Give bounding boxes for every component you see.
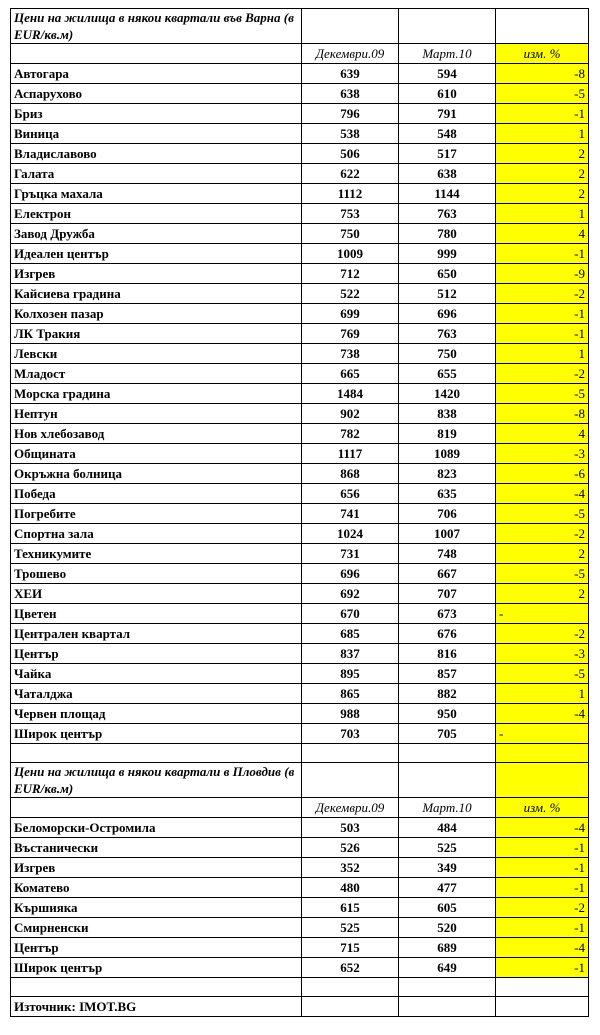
neighborhood-name: Беломорски-Остромила [11, 818, 302, 838]
price-dec: 525 [302, 918, 399, 938]
varna-col-mar: Март.10 [399, 44, 496, 64]
neighborhood-name: Погребите [11, 504, 302, 524]
varna-title: Цени на жилища в някои квартали във Варна (в EUR/кв.м) [11, 9, 302, 44]
price-dec: 1484 [302, 384, 399, 404]
price-table [10, 8, 589, 1017]
varna-col-dec: Декември.09 [302, 44, 399, 64]
price-change: 4 [496, 424, 589, 444]
price-mar: 999 [399, 244, 496, 264]
price-dec: 769 [302, 324, 399, 344]
neighborhood-name: Левски [11, 344, 302, 364]
table-row [11, 484, 589, 504]
price-change: -2 [496, 364, 589, 384]
price-change: -2 [496, 284, 589, 304]
neighborhood-name: Смирненски [11, 918, 302, 938]
price-dec: 703 [302, 724, 399, 744]
empty-cell [496, 763, 589, 798]
price-dec: 1024 [302, 524, 399, 544]
price-dec: 638 [302, 84, 399, 104]
neighborhood-name: Център [11, 938, 302, 958]
table-row [11, 524, 589, 544]
price-mar: 838 [399, 404, 496, 424]
neighborhood-name: Галата [11, 164, 302, 184]
price-change: -4 [496, 938, 589, 958]
table-row [11, 664, 589, 684]
price-mar: 857 [399, 664, 496, 684]
price-dec: 615 [302, 898, 399, 918]
price-change: -9 [496, 264, 589, 284]
price-dec: 506 [302, 144, 399, 164]
table-row [11, 838, 589, 858]
empty-cell [399, 997, 496, 1017]
price-mar: 548 [399, 124, 496, 144]
price-dec: 902 [302, 404, 399, 424]
price-dec: 699 [302, 304, 399, 324]
source-note: Източник: IMOT.BG [11, 997, 302, 1017]
price-mar: 707 [399, 584, 496, 604]
price-mar: 763 [399, 324, 496, 344]
price-mar: 780 [399, 224, 496, 244]
neighborhood-name: Нов хлебозавод [11, 424, 302, 444]
neighborhood-name: Автогара [11, 64, 302, 84]
varna-col-chg: изм. % [496, 44, 589, 64]
price-dec: 782 [302, 424, 399, 444]
price-mar: 816 [399, 644, 496, 664]
price-change: -2 [496, 624, 589, 644]
price-change: 2 [496, 144, 589, 164]
neighborhood-name: Коматево [11, 878, 302, 898]
price-mar: 1420 [399, 384, 496, 404]
price-dec: 741 [302, 504, 399, 524]
price-dec: 738 [302, 344, 399, 364]
neighborhood-name: Център [11, 644, 302, 664]
neighborhood-name: Кайсиева градина [11, 284, 302, 304]
neighborhood-name: ХЕИ [11, 584, 302, 604]
price-mar: 484 [399, 818, 496, 838]
price-change: 1 [496, 124, 589, 144]
price-mar: 525 [399, 838, 496, 858]
varna-title-row [11, 9, 589, 44]
neighborhood-name: Червен площад [11, 704, 302, 724]
table-row [11, 324, 589, 344]
price-mar: 512 [399, 284, 496, 304]
price-dec: 622 [302, 164, 399, 184]
neighborhood-name: Изгрев [11, 264, 302, 284]
neighborhood-name: Бриз [11, 104, 302, 124]
price-dec: 715 [302, 938, 399, 958]
price-mar: 594 [399, 64, 496, 84]
table-row [11, 224, 589, 244]
empty-cell [496, 997, 589, 1017]
neighborhood-name: Нептун [11, 404, 302, 424]
neighborhood-name: Кършияка [11, 898, 302, 918]
neighborhood-name: Изгрев [11, 858, 302, 878]
price-change: -4 [496, 484, 589, 504]
price-change: -5 [496, 664, 589, 684]
price-dec: 895 [302, 664, 399, 684]
table-row [11, 104, 589, 124]
price-change: -1 [496, 838, 589, 858]
neighborhood-name: Чаталджа [11, 684, 302, 704]
price-dec: 522 [302, 284, 399, 304]
neighborhood-name: Цветен [11, 604, 302, 624]
table-row [11, 384, 589, 404]
plovdiv-col-dec: Декември.09 [302, 798, 399, 818]
table-row [11, 878, 589, 898]
price-change: 2 [496, 164, 589, 184]
price-dec: 988 [302, 704, 399, 724]
price-mar: 520 [399, 918, 496, 938]
price-change: -1 [496, 958, 589, 978]
empty-cell [302, 744, 399, 763]
price-change: -5 [496, 84, 589, 104]
price-change: -2 [496, 898, 589, 918]
neighborhood-name: Гръцка махала [11, 184, 302, 204]
table-row [11, 644, 589, 664]
price-change: -6 [496, 464, 589, 484]
neighborhood-name: Централен квартал [11, 624, 302, 644]
price-mar: 823 [399, 464, 496, 484]
price-mar: 706 [399, 504, 496, 524]
price-mar: 673 [399, 604, 496, 624]
price-dec: 868 [302, 464, 399, 484]
table-row [11, 144, 589, 164]
price-change: -5 [496, 564, 589, 584]
table-row [11, 464, 589, 484]
price-dec: 692 [302, 584, 399, 604]
table-row [11, 364, 589, 384]
table-row [11, 818, 589, 838]
price-change: -1 [496, 244, 589, 264]
price-change: -1 [496, 304, 589, 324]
neighborhood-name: Широк център [11, 958, 302, 978]
empty-cell [302, 9, 399, 44]
price-dec: 696 [302, 564, 399, 584]
price-dec: 1112 [302, 184, 399, 204]
price-change: -2 [496, 524, 589, 544]
table-row [11, 304, 589, 324]
table-row [11, 404, 589, 424]
table-row [11, 284, 589, 304]
price-change: 4 [496, 224, 589, 244]
price-change: 2 [496, 544, 589, 564]
price-mar: 950 [399, 704, 496, 724]
neighborhood-name: ЛК Тракия [11, 324, 302, 344]
neighborhood-name: Широк център [11, 724, 302, 744]
price-dec: 656 [302, 484, 399, 504]
neighborhood-name: Аспарухово [11, 84, 302, 104]
price-mar: 705 [399, 724, 496, 744]
plovdiv-title-row [11, 763, 589, 798]
price-mar: 649 [399, 958, 496, 978]
price-mar: 676 [399, 624, 496, 644]
table-row [11, 264, 589, 284]
source-row [11, 997, 589, 1017]
table-row [11, 444, 589, 464]
price-change: -4 [496, 704, 589, 724]
price-mar: 638 [399, 164, 496, 184]
price-mar: 349 [399, 858, 496, 878]
neighborhood-name: Морска градина [11, 384, 302, 404]
empty-cell [399, 978, 496, 997]
neighborhood-name: Трошево [11, 564, 302, 584]
price-dec: 685 [302, 624, 399, 644]
price-dec: 670 [302, 604, 399, 624]
price-change: -1 [496, 104, 589, 124]
empty-cell [11, 44, 302, 64]
neighborhood-name: Завод Дружба [11, 224, 302, 244]
price-mar: 1089 [399, 444, 496, 464]
table-row [11, 64, 589, 84]
plovdiv-title: Цени на жилища в някои квартали в Пловдив (в EUR/кв.м) [11, 763, 302, 798]
price-mar: 1007 [399, 524, 496, 544]
price-change: -1 [496, 878, 589, 898]
price-change: - [496, 724, 589, 744]
price-change: 2 [496, 584, 589, 604]
price-change: -3 [496, 644, 589, 664]
price-mar: 791 [399, 104, 496, 124]
price-change: -8 [496, 404, 589, 424]
neighborhood-name: Спортна зала [11, 524, 302, 544]
table-row [11, 898, 589, 918]
table-row [11, 858, 589, 878]
table-row [11, 724, 589, 744]
table-row [11, 124, 589, 144]
neighborhood-name: Общината [11, 444, 302, 464]
empty-cell [11, 978, 302, 997]
empty-cell [496, 744, 589, 763]
neighborhood-name: Техникумите [11, 544, 302, 564]
price-change: -8 [496, 64, 589, 84]
neighborhood-name: Въстанически [11, 838, 302, 858]
price-mar: 882 [399, 684, 496, 704]
price-dec: 837 [302, 644, 399, 664]
price-dec: 731 [302, 544, 399, 564]
price-mar: 750 [399, 344, 496, 364]
price-dec: 665 [302, 364, 399, 384]
price-dec: 753 [302, 204, 399, 224]
empty-cell [496, 9, 589, 44]
price-change: 1 [496, 204, 589, 224]
table-row [11, 544, 589, 564]
price-change: -5 [496, 504, 589, 524]
price-dec: 1009 [302, 244, 399, 264]
neighborhood-name: Владиславово [11, 144, 302, 164]
empty-cell [302, 763, 399, 798]
price-change: -3 [496, 444, 589, 464]
table-row [11, 504, 589, 524]
price-mar: 477 [399, 878, 496, 898]
neighborhood-name: Виница [11, 124, 302, 144]
price-change: -1 [496, 324, 589, 344]
price-change: -4 [496, 818, 589, 838]
table-row [11, 424, 589, 444]
table-row [11, 938, 589, 958]
price-change: 1 [496, 684, 589, 704]
blank-row [11, 744, 589, 763]
neighborhood-name: Окръжна болница [11, 464, 302, 484]
price-mar: 605 [399, 898, 496, 918]
price-mar: 655 [399, 364, 496, 384]
blank-row [11, 978, 589, 997]
neighborhood-name: Победа [11, 484, 302, 504]
plovdiv-col-chg: изм. % [496, 798, 589, 818]
price-dec: 352 [302, 858, 399, 878]
table-row [11, 204, 589, 224]
price-mar: 696 [399, 304, 496, 324]
neighborhood-name: Идеален център [11, 244, 302, 264]
empty-cell [399, 763, 496, 798]
table-row [11, 344, 589, 364]
neighborhood-name: Младост [11, 364, 302, 384]
table-row [11, 958, 589, 978]
price-mar: 610 [399, 84, 496, 104]
price-dec: 503 [302, 818, 399, 838]
price-dec: 865 [302, 684, 399, 704]
price-dec: 796 [302, 104, 399, 124]
price-mar: 819 [399, 424, 496, 444]
plovdiv-col-mar: Март.10 [399, 798, 496, 818]
price-dec: 652 [302, 958, 399, 978]
table-row [11, 918, 589, 938]
table-row [11, 604, 589, 624]
price-mar: 517 [399, 144, 496, 164]
table-row [11, 564, 589, 584]
empty-cell [302, 978, 399, 997]
table-row [11, 704, 589, 724]
table-row [11, 584, 589, 604]
empty-cell [11, 744, 302, 763]
empty-cell [11, 798, 302, 818]
price-mar: 763 [399, 204, 496, 224]
price-mar: 1144 [399, 184, 496, 204]
table-row [11, 84, 589, 104]
plovdiv-header-row [11, 798, 589, 818]
price-change: -1 [496, 918, 589, 938]
neighborhood-name: Колхозен пазар [11, 304, 302, 324]
price-change: - [496, 604, 589, 624]
empty-cell [399, 744, 496, 763]
price-mar: 667 [399, 564, 496, 584]
empty-cell [496, 978, 589, 997]
price-change: 1 [496, 344, 589, 364]
table-row [11, 184, 589, 204]
table-row [11, 624, 589, 644]
price-mar: 748 [399, 544, 496, 564]
price-dec: 750 [302, 224, 399, 244]
empty-cell [399, 9, 496, 44]
table-row [11, 164, 589, 184]
varna-header-row [11, 44, 589, 64]
price-mar: 650 [399, 264, 496, 284]
price-change: 2 [496, 184, 589, 204]
price-change: -5 [496, 384, 589, 404]
price-dec: 526 [302, 838, 399, 858]
price-mar: 689 [399, 938, 496, 958]
neighborhood-name: Електрон [11, 204, 302, 224]
price-mar: 635 [399, 484, 496, 504]
price-dec: 1117 [302, 444, 399, 464]
price-dec: 480 [302, 878, 399, 898]
neighborhood-name: Чайка [11, 664, 302, 684]
table-row [11, 244, 589, 264]
price-change: -1 [496, 858, 589, 878]
table-row [11, 684, 589, 704]
empty-cell [302, 997, 399, 1017]
price-dec: 712 [302, 264, 399, 284]
price-dec: 538 [302, 124, 399, 144]
price-dec: 639 [302, 64, 399, 84]
